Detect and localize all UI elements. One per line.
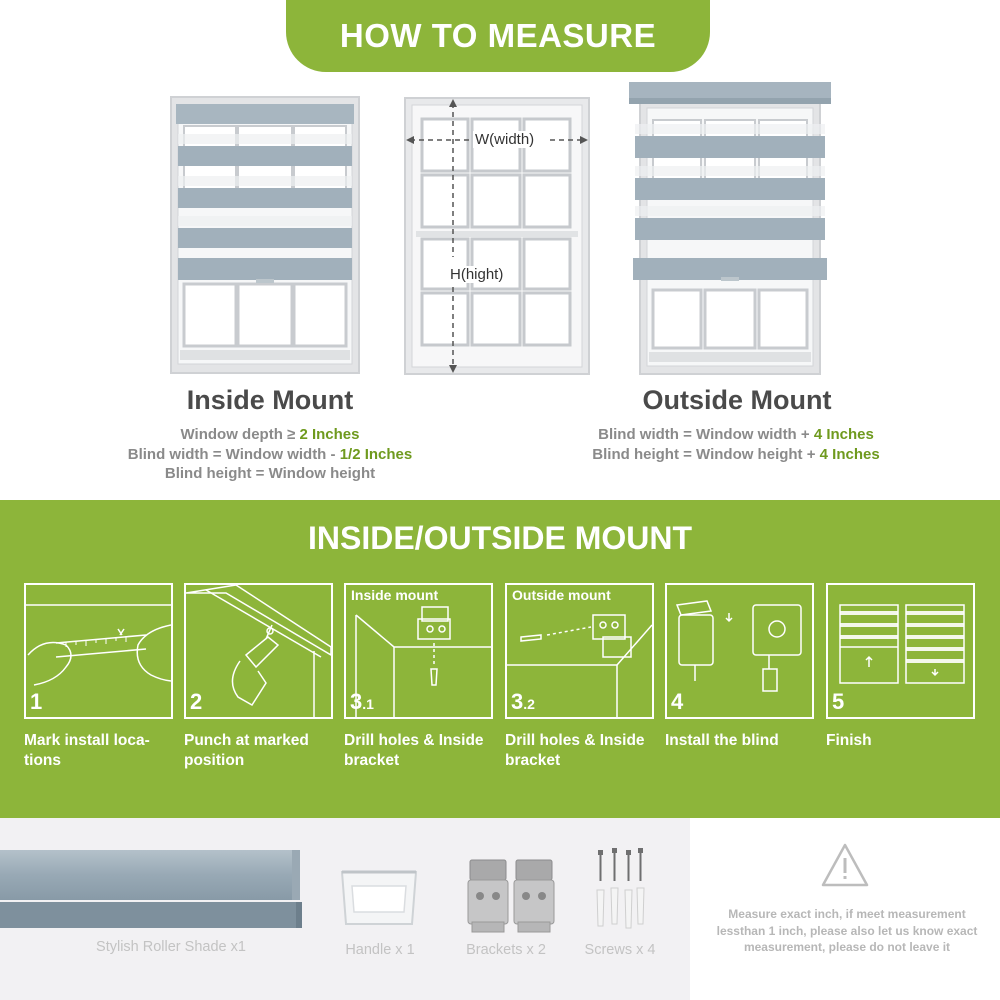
step-3-1-illustration bbox=[344, 583, 493, 719]
brackets-illustration bbox=[466, 856, 556, 938]
outside-rule-height: Blind height = Window height + 4 Inches bbox=[592, 445, 880, 463]
header-banner bbox=[286, 0, 710, 72]
step-4-illustration bbox=[665, 583, 814, 719]
step-4-number: 4 bbox=[671, 689, 684, 714]
screws-illustration bbox=[592, 846, 648, 942]
handle-label: Handle x 1 bbox=[345, 942, 415, 958]
step-1-caption: Mark install loca- tions bbox=[24, 732, 150, 769]
step-5-number: 5 bbox=[832, 689, 845, 714]
screws-label: Screws x 4 bbox=[584, 942, 656, 958]
install-step-3-2 bbox=[505, 583, 654, 771]
outside-mount-label: Outside mount bbox=[512, 587, 611, 603]
inside-mount-rules bbox=[70, 425, 470, 484]
outside-mount-rules bbox=[536, 425, 936, 464]
step-3-2-caption: Drill holes & Inside bracket bbox=[505, 732, 645, 769]
install-steps-section bbox=[0, 500, 1000, 818]
step-5-illustration bbox=[826, 583, 975, 719]
step-3-1-caption: Drill holes & Inside bracket bbox=[344, 732, 484, 769]
install-step-5 bbox=[826, 583, 975, 751]
step-4-caption: Install the blind bbox=[665, 732, 779, 749]
install-title: INSIDE/OUTSIDE MOUNT bbox=[307, 520, 692, 556]
install-step-2 bbox=[184, 583, 333, 771]
step-2-caption: Punch at marked position bbox=[184, 732, 309, 769]
step-2-number: 2 bbox=[190, 689, 203, 714]
outside-mount-title: Outside Mount bbox=[642, 385, 832, 415]
inside-mount-title: Inside Mount bbox=[186, 385, 354, 415]
package-contents-section bbox=[0, 818, 1000, 1000]
handle-illustration bbox=[338, 862, 420, 934]
inside-rule-width: Blind width = Window width - 1/2 Inches bbox=[127, 445, 413, 463]
step-2-illustration bbox=[184, 583, 333, 719]
inside-rule-depth: Window depth ≥ 2 Inches bbox=[180, 426, 360, 443]
header-title: HOW TO MEASURE bbox=[339, 17, 657, 54]
inside-rule-height: Blind height = Window height bbox=[164, 465, 376, 482]
step-1-illustration bbox=[24, 583, 173, 719]
measurement-note: Measure exact inch, if meet measurement lessthan 1 inch, please also let us know exact measurement, please do not leave it bbox=[716, 907, 978, 954]
roller-shade-label: Stylish Roller Shade x1 bbox=[96, 939, 246, 955]
brackets-label: Brackets x 2 bbox=[466, 942, 546, 958]
inside-mount-window-illustration bbox=[170, 96, 360, 374]
install-step-4 bbox=[665, 583, 814, 751]
install-step-3-1 bbox=[344, 583, 493, 771]
outside-rule-width: Blind width = Window width + 4 Inches bbox=[598, 426, 874, 443]
width-label: W(width) bbox=[475, 131, 535, 148]
inside-mount-label: Inside mount bbox=[351, 587, 439, 603]
step-3-2-illustration bbox=[505, 583, 654, 719]
step-5-caption: Finish bbox=[826, 732, 872, 749]
outside-mount-window-illustration bbox=[629, 80, 831, 376]
warning-triangle-icon bbox=[820, 842, 870, 888]
height-label: H(hight) bbox=[450, 266, 504, 283]
step-3-2-number: 3.2 bbox=[511, 689, 535, 714]
step-1-number: 1 bbox=[30, 689, 43, 714]
roller-shade-illustration bbox=[0, 848, 302, 928]
step-3-1-number: 3.1 bbox=[350, 689, 374, 714]
install-step-1 bbox=[24, 583, 173, 771]
